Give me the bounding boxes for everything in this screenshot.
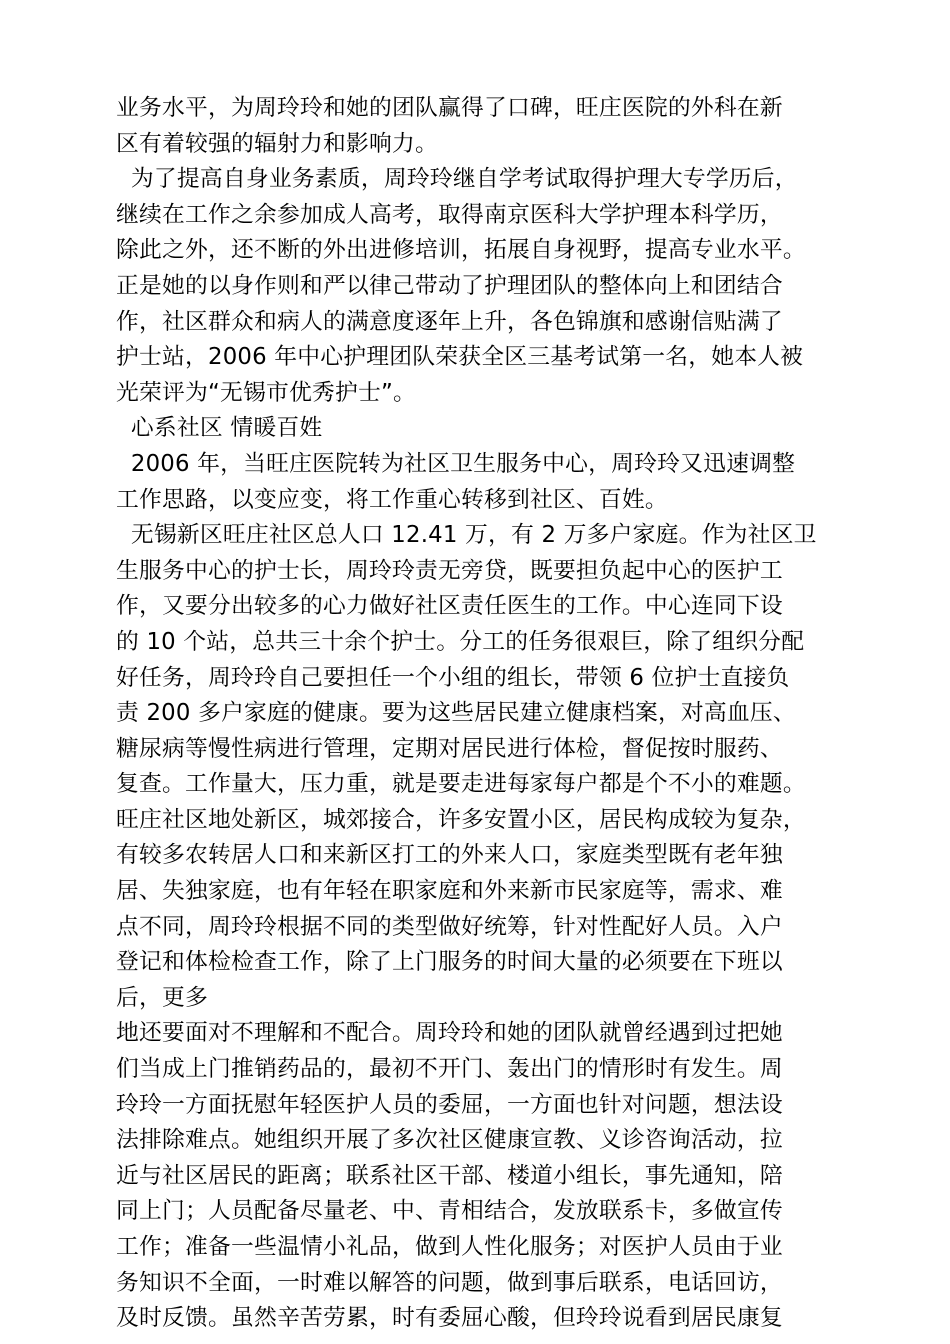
text-line: 点不同，周玲玲根据不同的类型做好统筹，针对性配好人员。入户: [116, 913, 783, 940]
text-line: 区有着较强的辐射力和影响力。: [116, 130, 438, 157]
text-line: 2006 年，当旺庄医院转为社区卫生服务中心，周玲玲又迅速调整: [116, 450, 796, 477]
text-line: 作，又要分出较多的心力做好社区责任医生的工作。中心连同下设: [116, 593, 783, 620]
text-line: 作，社区群众和病人的满意度逐年上升，各色锦旗和感谢信贴满了: [116, 308, 783, 335]
article-body: [116, 91, 836, 1337]
text-line: 及时反馈。虽然辛苦劳累，时有委屈心酸，但玲玲说看到居民康复: [116, 1305, 783, 1332]
text-line: 的 10 个站，总共三十余个护士。分工的任务很艰巨，除了组织分配: [116, 628, 805, 655]
text-line: 复查。工作量大，压力重，就是要走进每家每户都是个不小的难题。: [116, 771, 806, 798]
text-line: 糖尿病等慢性病进行管理，定期对居民进行体检，督促按时服药、: [116, 735, 783, 762]
text-line: 护士站，2006 年中心护理团队荣获全区三基考试第一名，她本人被: [116, 344, 804, 371]
text-line: 工作思路，以变应变，将工作重心转移到社区、百姓。: [116, 486, 668, 513]
text-line: 玲玲一方面抚慰年轻医护人员的委屈，一方面也针对问题，想法设: [116, 1091, 783, 1118]
text-line: 正是她的以身作则和严以律己带动了护理团队的整体向上和团结合: [116, 272, 783, 299]
section-heading: 心系社区 情暖百姓: [116, 415, 323, 442]
text-line: 光荣评为“无锡市优秀护士”。: [116, 379, 416, 406]
text-line: 务知识不全面，一时难以解答的问题，做到事后联系，电话回访，: [116, 1269, 783, 1296]
text-line: 好任务，周玲玲自己要担任一个小组的组长，带领 6 位护士直接负: [116, 664, 790, 691]
text-line: 们当成上门推销药品的，最初不开门、轰出门的情形时有发生。周: [116, 1056, 783, 1083]
text-line: 工作；准备一些温情小礼品，做到人性化服务；对医护人员由于业: [116, 1234, 783, 1260]
text-line: 无锡新区旺庄社区总人口 12.41 万，有 2 万多户家庭。作为社区卫: [116, 522, 817, 549]
text-line: 责 200 多户家庭的健康。要为这些居民建立健康档案，对高血压、: [116, 700, 796, 727]
text-line: 居、失独家庭，也有年轻在职家庭和外来新市民家庭等，需求、难: [116, 878, 783, 905]
text-line: 同上门；人员配备尽量老、中、青相结合，发放联系卡，多做宣传: [116, 1198, 783, 1225]
text-line: 业务水平，为周玲玲和她的团队赢得了口碑，旺庄医院的外科在新: [116, 95, 783, 121]
text-line: 登记和体检检查工作，除了上门服务的时间大量的必须要在下班以: [116, 949, 783, 976]
text-line: 有较多农转居人口和来新区打工的外来人口，家庭类型既有老年独: [116, 842, 783, 869]
text-line: 为了提高自身业务素质，周玲玲继自学考试取得护理大专学历后，: [116, 166, 798, 193]
text-line: 除此之外，还不断的外出进修培训，拓展自身视野，提高专业水平。: [116, 237, 806, 264]
text-line: 地还要面对不理解和不配合。周玲玲和她的团队就曾经遇到过把她: [116, 1020, 783, 1047]
text-line: 后，更多: [116, 984, 208, 1011]
text-line: 旺庄社区地处新区，城郊接合，许多安置小区，居民构成较为复杂，: [116, 806, 806, 833]
text-line: 法排除难点。她组织开展了多次社区健康宣教、义诊咨询活动，拉: [116, 1127, 783, 1154]
text-line: 近与社区居民的距离；联系社区干部、楼道小组长，事先通知，陪: [116, 1162, 783, 1189]
text-line: 继续在工作之余参加成人高考，取得南京医科大学护理本科学历，: [116, 201, 783, 228]
text-line: 生服务中心的护士长，周玲玲责无旁贷，既要担负起中心的医护工: [116, 557, 783, 584]
